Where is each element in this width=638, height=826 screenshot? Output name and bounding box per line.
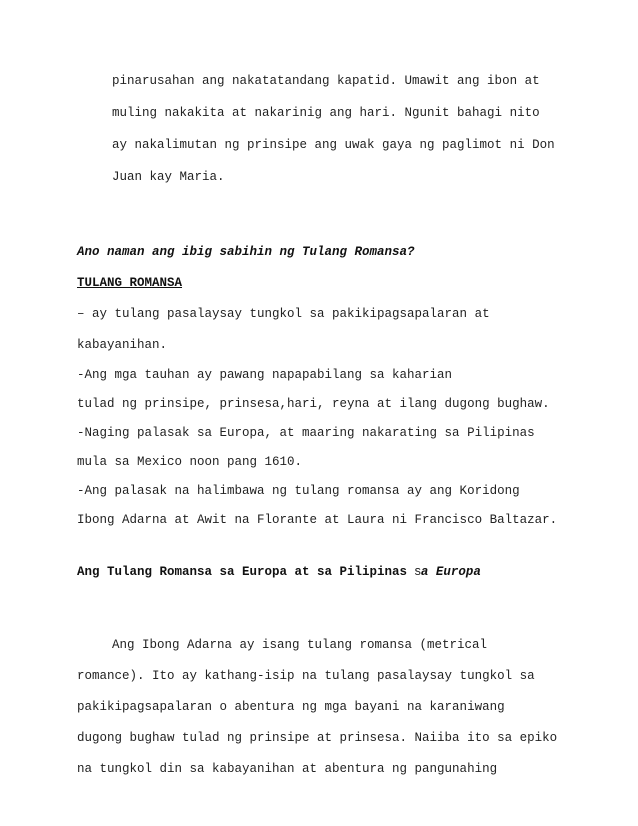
definition-line-5: -Naging palasak sa Europa, at maaring nakarating sa Pilipinas — [77, 426, 535, 440]
intro-line-2: muling nakakita at nakarinig ang hari. Ngunit bahagi nito — [112, 106, 540, 120]
body-line-1: Ang Ibong Adarna ay isang tulang romansa (metrical — [112, 638, 488, 652]
question-heading: Ano naman ang ibig sabihin ng Tulang Romansa? — [77, 245, 415, 259]
intro-line-3: ay nakalimutan ng prinsipe ang uwak gaya ng paglimot ni Don — [112, 138, 555, 152]
body-line-3: pakikipagsapalaran o abentura ng mga bayani na karaniwang — [77, 700, 505, 714]
body-line-5: na tungkol din sa kabayanihan at abentura ng pangunahing — [77, 762, 498, 776]
definition-line-2: kabayanihan. — [77, 338, 168, 352]
definition-line-4: tulad ng prinsipe, prinsesa,hari, reyna at ilang dugong bughaw. — [77, 397, 550, 411]
body-line-2: romance). Ito ay kathang-isip na tulang pasalaysay tungkol sa — [77, 669, 535, 683]
subheading — [77, 563, 481, 580]
intro-line-1: pinarusahan ang nakatatandang kapatid. Umawit ang ibon at — [112, 74, 540, 88]
definition-line-3: -Ang mga tauhan ay pawang napapabilang sa kaharian — [77, 368, 453, 382]
subheading-s: s — [414, 564, 421, 578]
body-line-4: dugong bughaw tulad ng prinsipe at prinsesa. Naiiba ito sa epiko — [77, 731, 558, 745]
subheading-tail: a Europa — [420, 565, 481, 579]
section-heading: TULANG ROMANSA — [77, 276, 183, 290]
definition-line-6: mula sa Mexico noon pang 1610. — [77, 455, 303, 469]
intro-line-4: Juan kay Maria. — [112, 170, 225, 184]
definition-line-1: – ay tulang pasalaysay tungkol sa pakikipagsapalaran at — [77, 307, 490, 321]
subheading-main: Ang Tulang Romansa sa Europa at sa Pilipinas — [77, 565, 415, 579]
definition-line-8: Ibong Adarna at Awit na Florante at Laura ni Francisco Baltazar. — [77, 513, 558, 527]
definition-line-7: -Ang palasak na halimbawa ng tulang romansa ay ang Koridong — [77, 484, 520, 498]
